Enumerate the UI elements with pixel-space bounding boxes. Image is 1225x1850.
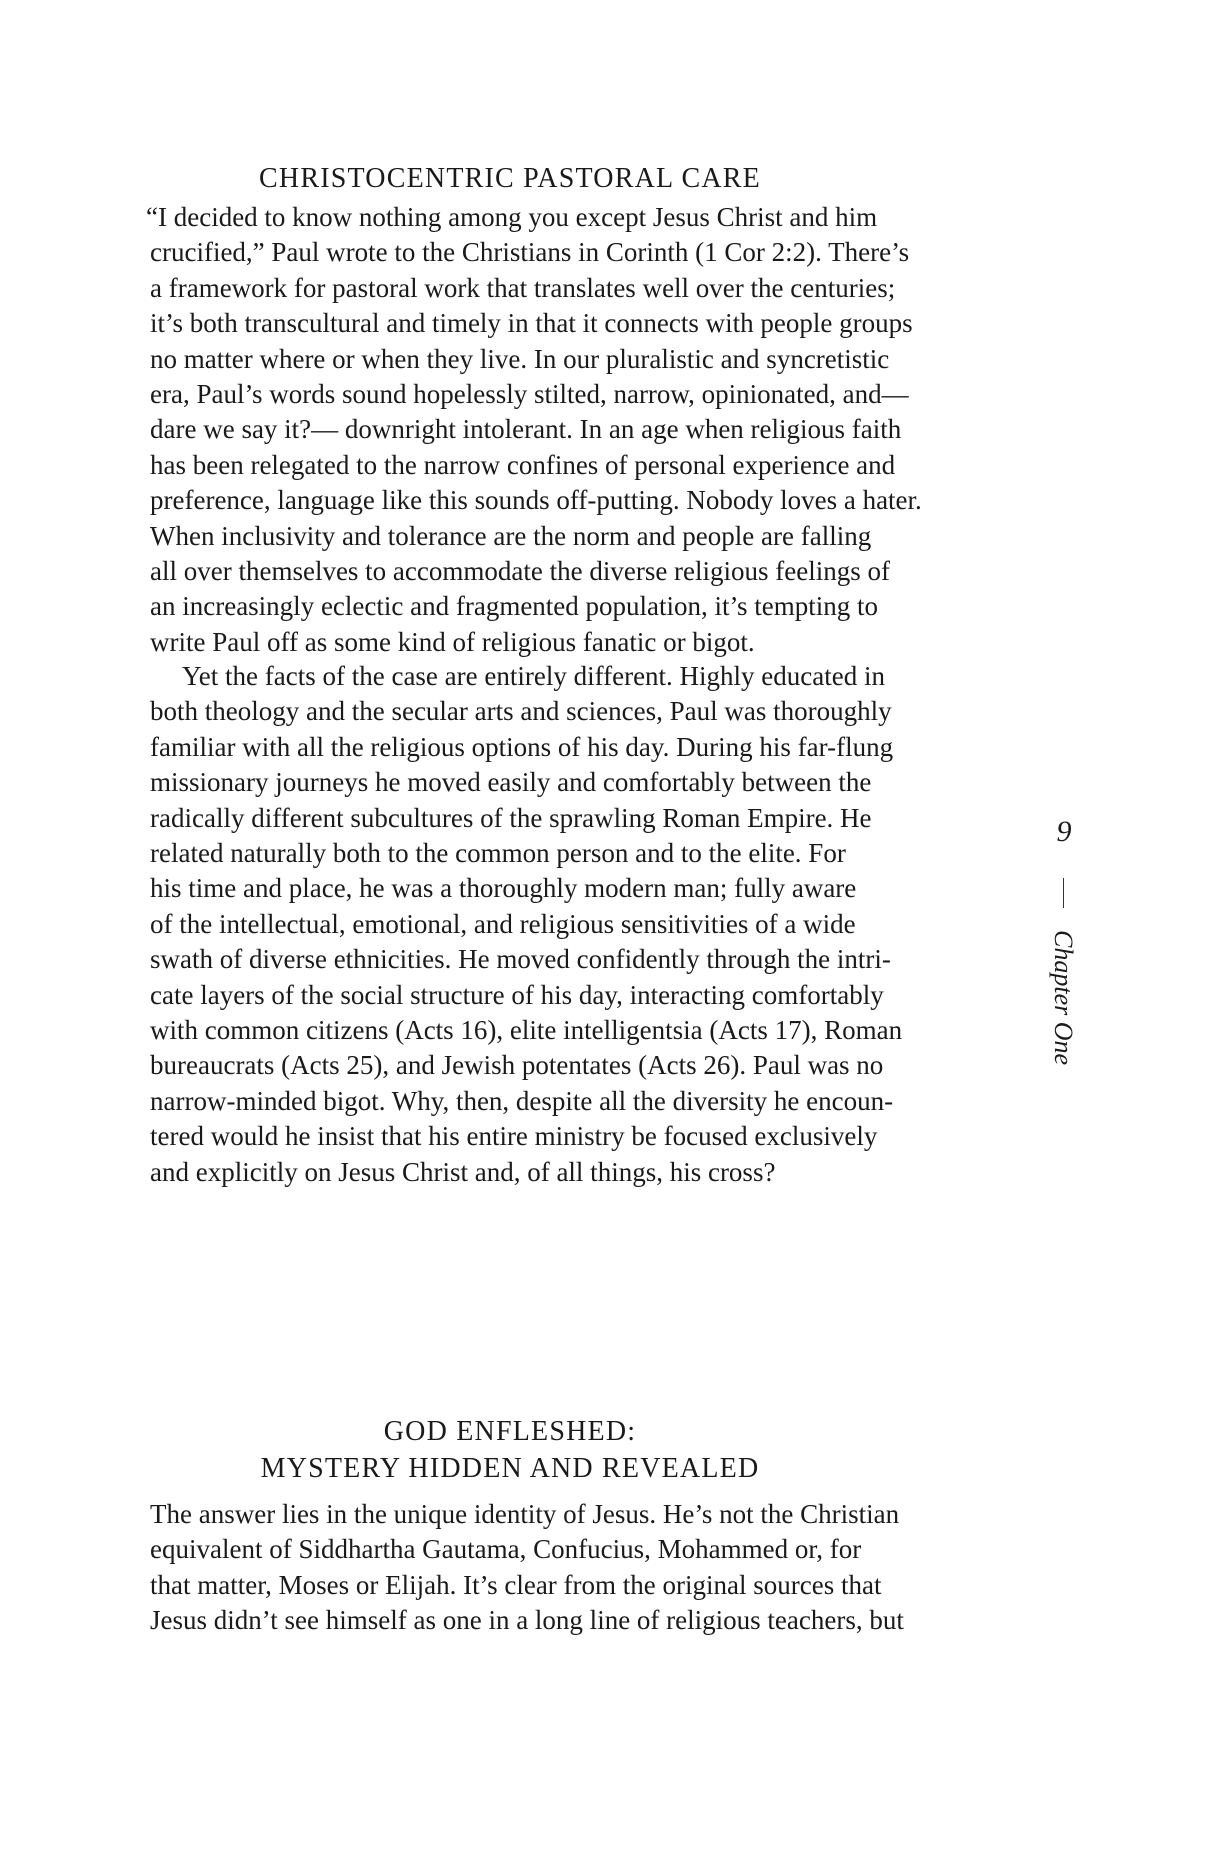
text-line: radically different subcultures of the sprawling Roman Empire. He <box>150 802 872 833</box>
text-line: crucified,” Paul wrote to the Christians in Corinth (1 Cor 2:2). There’s <box>150 237 910 268</box>
text-line: bureaucrats (Acts 25), and Jewish potentates (Acts 26). Paul was no <box>150 1050 884 1081</box>
text-line: equivalent of Siddhartha Gautama, Confucius, Mohammed or, for <box>150 1534 862 1565</box>
text-line: Yet the facts of the case are entirely different. Highly educated in <box>182 661 885 691</box>
chapter-label-text: Chapter One <box>1049 930 1078 1066</box>
text-line: has been relegated to the narrow confines of personal experience and <box>150 449 896 480</box>
text-line: narrow-minded bigot. Why, then, despite all the diversity he encoun- <box>150 1085 894 1116</box>
text-line: no matter where or when they live. In our pluralistic and syncretistic <box>150 343 890 374</box>
running-chapter-label <box>1040 930 1088 1070</box>
text-line: an increasingly eclectic and fragmented population, it’s tempting to <box>150 591 879 622</box>
text-line: write Paul off as some kind of religious fanatic or bigot. <box>150 626 755 657</box>
text-line: a framework for pastoral work that translates well over the centuries; <box>150 272 896 303</box>
text-line: that matter, Moses or Elijah. It’s clear from the original sources that <box>150 1569 882 1600</box>
text-line: tered would he insist that his entire ministry be focused exclusively <box>150 1121 878 1152</box>
text-line: it’s both transcultural and timely in that it connects with people groups <box>150 308 913 339</box>
section-heading: CHRISTOCENTRIC PASTORAL CARE <box>259 163 761 194</box>
text-line: swath of diverse ethnicities. He moved confidently through the intri- <box>150 944 891 975</box>
section-heading-line-2: MYSTERY HIDDEN AND REVEALED <box>260 1453 760 1484</box>
text-line: related naturally both to the common person and to the elite. For <box>150 838 846 868</box>
text-line: missionary journeys he moved easily and comfortably between the <box>150 767 872 798</box>
text-line: and explicitly on Jesus Christ and, of all things, his cross? <box>150 1156 776 1187</box>
text-line: familiar with all the religious options of his day. During his far-flung <box>150 731 894 762</box>
text-line: preference, language like this sounds off-putting. Nobody loves a hater. <box>150 485 922 516</box>
text-line: his time and place, he was a thoroughly modern man; fully aware <box>150 873 857 904</box>
text-line: Jesus didn’t see himself as one in a long line of religious teachers, but <box>150 1605 904 1636</box>
page-number: 9 <box>1056 815 1072 848</box>
text-line: with common citizens (Acts 16), elite intelligentsia (Acts 17), Roman <box>150 1015 903 1045</box>
text-line: all over themselves to accommodate the diverse religious feelings of <box>150 556 891 586</box>
text-line: The answer lies in the unique identity of Jesus. He’s not the Christian <box>150 1499 900 1529</box>
text-line: of the intellectual, emotional, and religious sensitivities of a wide <box>150 908 856 939</box>
text-line: era, Paul’s words sound hopelessly stilted, narrow, opinionated, and— <box>150 379 909 409</box>
text-line: “I decided to know nothing among you except Jesus Christ and him <box>146 202 878 232</box>
margin-divider <box>1063 878 1064 908</box>
text-line: cate layers of the social structure of his day, interacting comfortably <box>150 979 884 1010</box>
text-line: When inclusivity and tolerance are the norm and people are falling <box>150 520 872 551</box>
text-line: dare we say it?— downright intolerant. In an age when religious faith <box>150 414 902 445</box>
text-line: both theology and the secular arts and sciences, Paul was thoroughly <box>150 696 892 727</box>
section-heading-line-1: GOD ENFLESHED: <box>383 1416 637 1447</box>
